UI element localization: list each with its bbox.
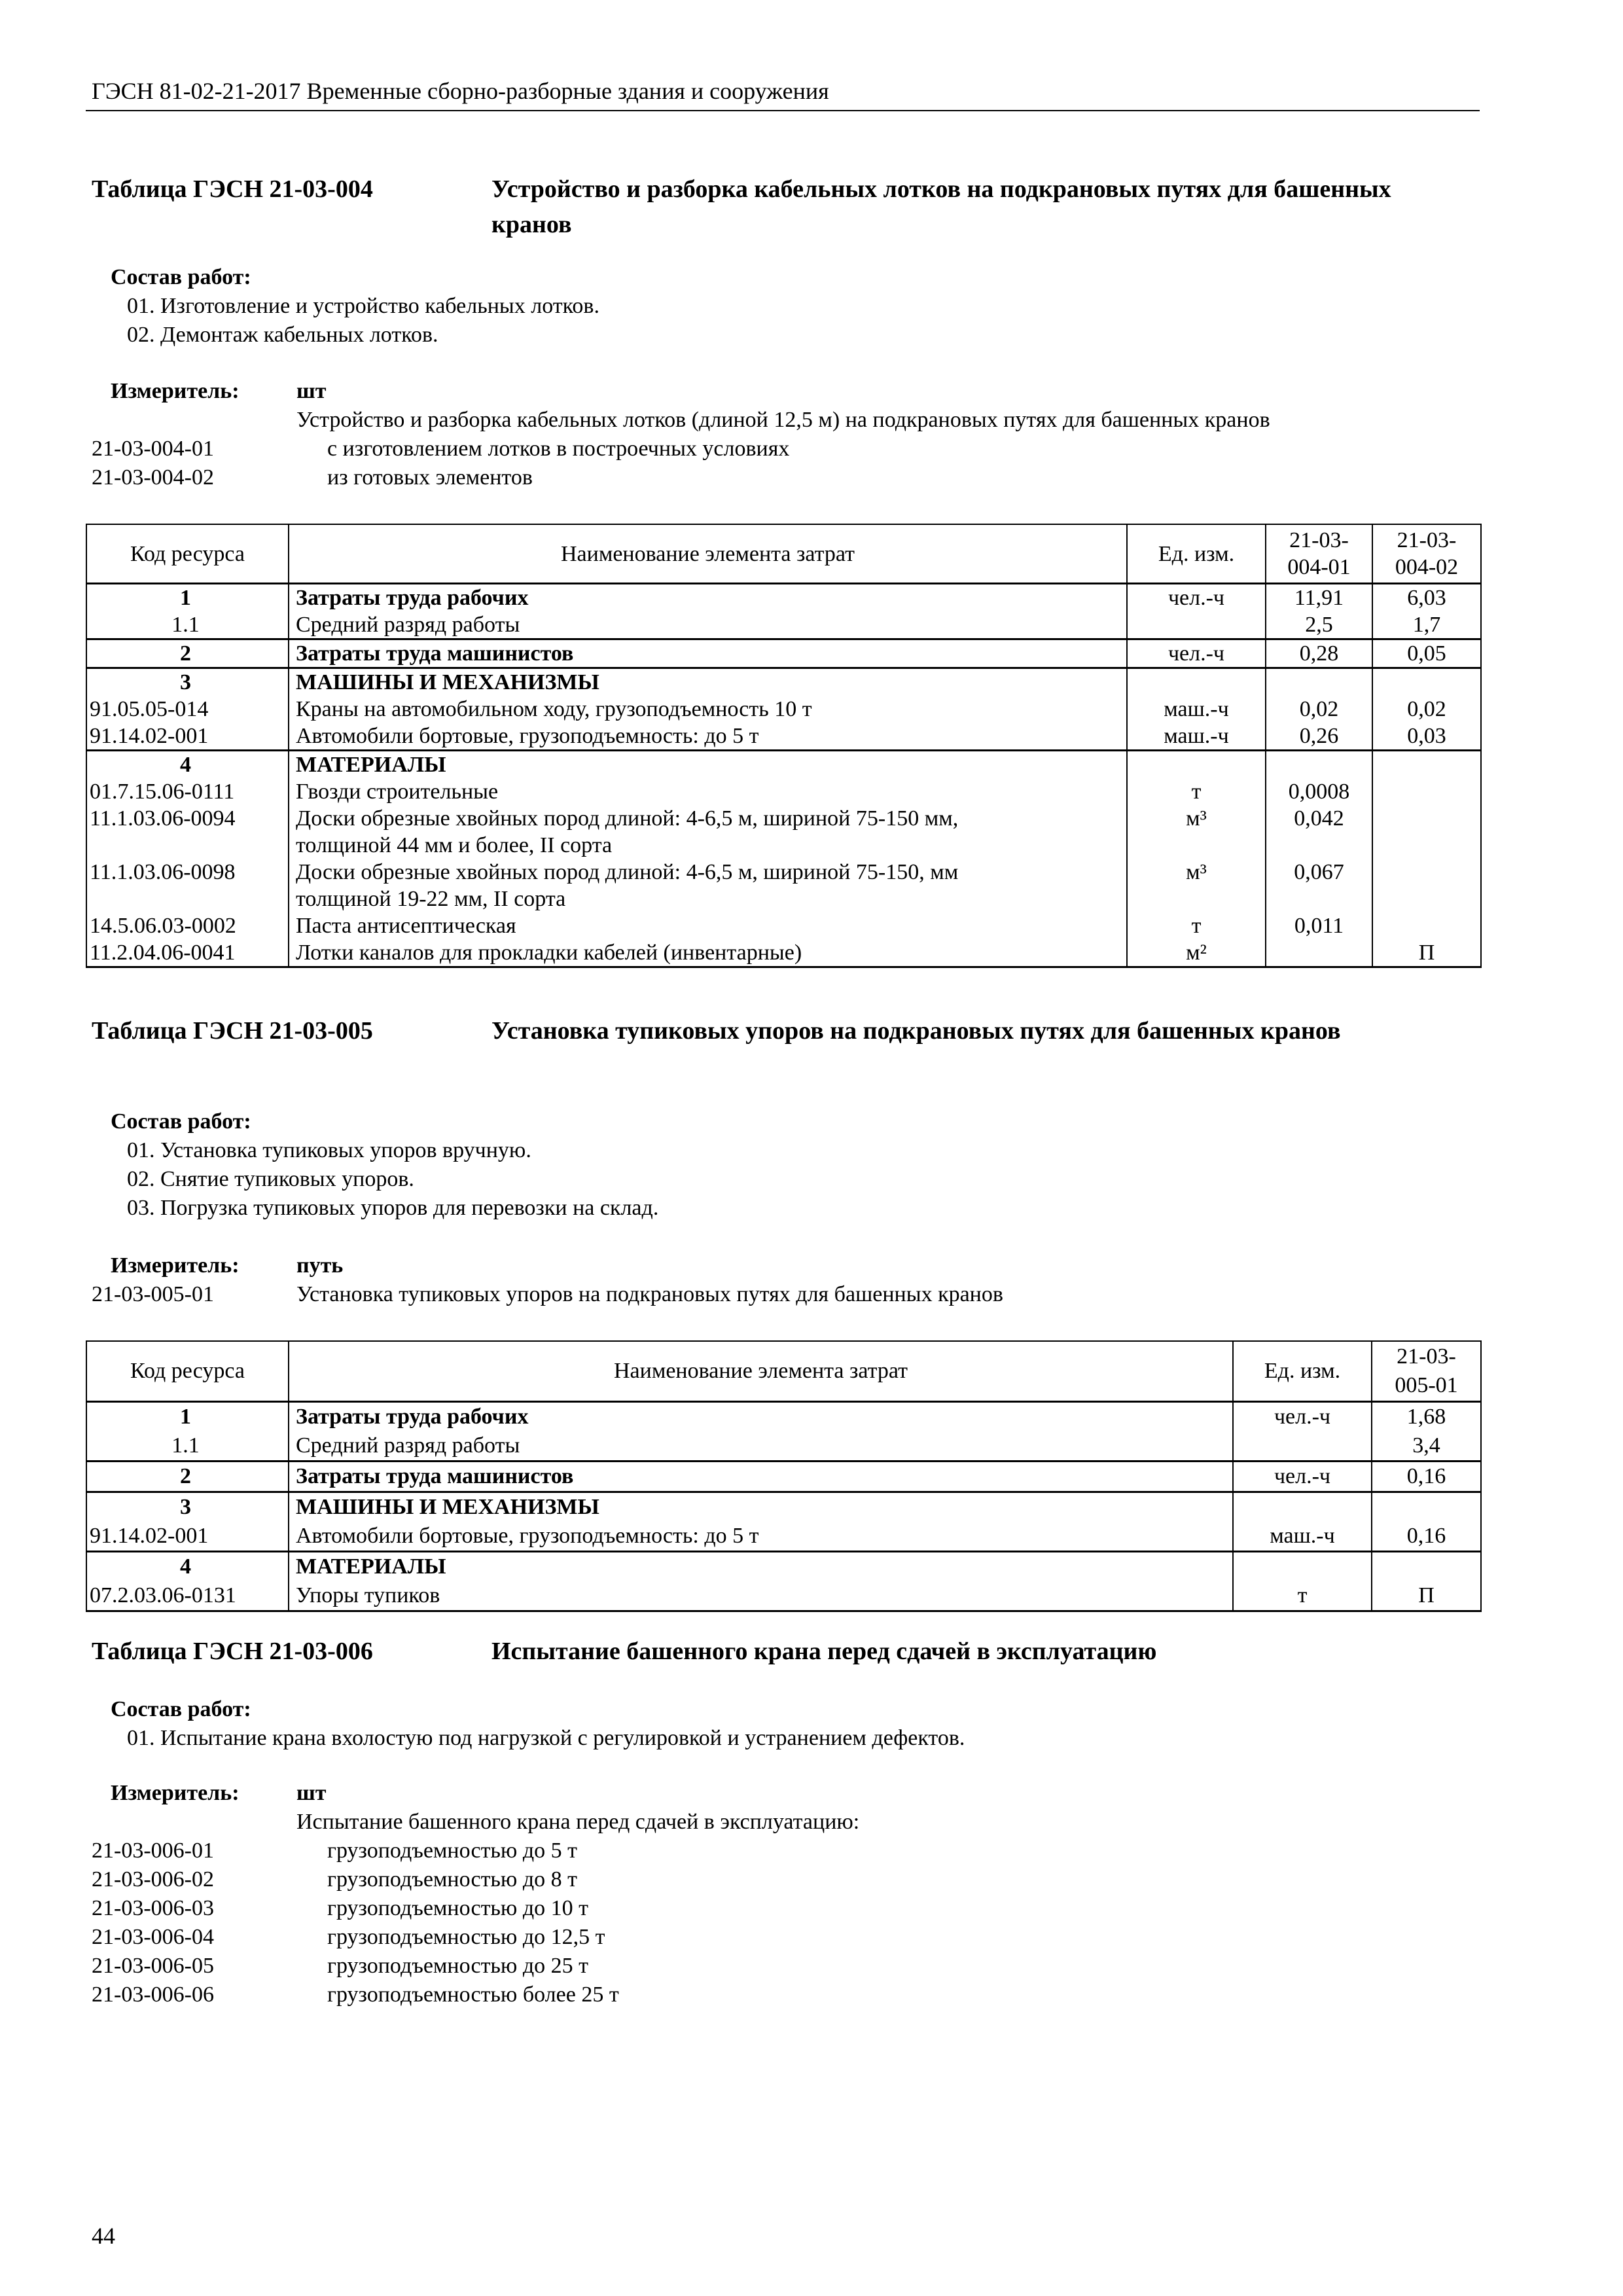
norm-value: 0,16 <box>1372 1462 1481 1492</box>
table-label: Таблица ГЭСН 21-03-004 <box>92 175 373 203</box>
norm-value <box>1266 939 1372 967</box>
resource-unit: чел.-ч <box>1233 1402 1372 1432</box>
table-row <box>86 611 1481 639</box>
norm-line <box>92 1981 1479 2009</box>
resource-unit: м³ <box>1127 859 1266 912</box>
table-row <box>86 1402 1481 1432</box>
norm-value: 0,26 <box>1266 723 1372 751</box>
norm-description: Устройство и разборка кабельных лотков (длиной 12,5 м) на подкрановых путях для башенных кранов <box>296 408 1270 432</box>
norm-value: 0,0008 <box>1266 778 1372 805</box>
resource-name: Средний разряд работы <box>289 1431 1233 1462</box>
norm-value: 0,05 <box>1372 639 1481 668</box>
table-row <box>86 1431 1481 1462</box>
resource-unit <box>1233 1552 1372 1582</box>
resource-code: 11.1.03.06-0094 <box>86 805 289 859</box>
header-divider <box>86 110 1480 111</box>
table-heading: Испытание башенного крана перед сдачей в эксплуатацию <box>491 1638 1157 1665</box>
column-header-norm: 21-03- 004-02 <box>1372 524 1481 584</box>
norm-line <box>92 1923 1479 1952</box>
norm-line <box>92 406 1479 435</box>
table-row <box>86 859 1481 912</box>
table-row <box>86 939 1481 967</box>
norm-value <box>1372 1492 1481 1522</box>
resource-code: 91.14.02-001 <box>86 723 289 751</box>
norm-description: Испытание башенного крана перед сдачей в эксплуатацию: <box>296 1810 860 1834</box>
norm-line <box>92 1894 1479 1923</box>
norm-description: с изготовлением лотков в построечных условиях <box>327 437 790 461</box>
work-item: 02. Демонтаж кабельных лотков. <box>127 323 438 347</box>
column-header-code: Код ресурса <box>86 524 289 584</box>
table-row <box>86 778 1481 805</box>
norm-value <box>1266 751 1372 779</box>
resource-name: Гвозди строительные <box>289 778 1127 805</box>
meter-unit: шт <box>296 379 327 403</box>
resource-unit: т <box>1233 1581 1372 1611</box>
work-item: 01. Испытание крана вхолостую под нагрузкой с регулировкой и устранением дефектов. <box>127 1726 965 1750</box>
norm-line <box>92 1280 1479 1309</box>
table-heading: Устройство и разборка кабельных лотков на подкрановых путях для башенных кранов <box>491 175 1391 238</box>
column-header-unit: Ед. изм. <box>1233 1341 1372 1402</box>
resource-unit: т <box>1127 912 1266 939</box>
work-item: 01. Изготовление и устройство кабельных лотков. <box>127 294 599 318</box>
table-row <box>86 1522 1481 1552</box>
resource-name: Автомобили бортовые, грузоподъемность: до 5 т <box>289 723 1127 751</box>
resource-code: 91.14.02-001 <box>86 1522 289 1552</box>
running-header: ГЭСН 81-02-21-2017 Временные сборно-разборные здания и сооружения <box>92 78 829 104</box>
norm-line <box>92 435 1479 463</box>
table-row <box>86 912 1481 939</box>
norm-value <box>1372 668 1481 696</box>
norm-description: грузоподъемностью более 25 т <box>327 1982 619 2007</box>
work-item: 01. Установка тупиковых упоров вручную. <box>127 1138 531 1162</box>
resource-code: 4 <box>86 1552 289 1582</box>
work-composition <box>111 1107 658 1223</box>
column-header-name: Наименование элемента затрат <box>289 524 1127 584</box>
norm-value <box>1372 778 1481 805</box>
resource-unit <box>1127 611 1266 639</box>
meter-label: Измеритель: <box>111 379 240 403</box>
norm-value: 11,91 <box>1266 584 1372 612</box>
resource-code: 01.7.15.06-0111 <box>86 778 289 805</box>
resource-unit: т <box>1127 778 1266 805</box>
resource-code: 1.1 <box>86 611 289 639</box>
resource-unit: чел.-ч <box>1233 1462 1372 1492</box>
resource-name: Лотки каналов для прокладки кабелей (инвентарные) <box>289 939 1127 967</box>
column-header-norm: 21-03- 004-01 <box>1266 524 1372 584</box>
column-header-name: Наименование элемента затрат <box>289 1341 1233 1402</box>
meter-row <box>92 1251 1479 1280</box>
meter-unit: шт <box>296 1781 327 1805</box>
table-row <box>86 1552 1481 1582</box>
norm-value <box>1372 1552 1481 1582</box>
norm-line <box>92 1865 1479 1894</box>
norm-value <box>1372 751 1481 779</box>
table-label: Таблица ГЭСН 21-03-006 <box>92 1638 373 1665</box>
resource-unit <box>1127 668 1266 696</box>
resource-code: 91.05.05-014 <box>86 696 289 723</box>
norm-value: 0,16 <box>1372 1522 1481 1552</box>
table-row <box>86 1492 1481 1522</box>
norm-code: 21-03-006-03 <box>92 1896 214 1920</box>
norm-value: 0,042 <box>1266 805 1372 859</box>
norm-value <box>1266 668 1372 696</box>
resource-code: 11.1.03.06-0098 <box>86 859 289 912</box>
norm-line <box>92 1837 1479 1865</box>
table-row <box>86 805 1481 859</box>
resource-name: МАШИНЫ И МЕХАНИЗМЫ <box>289 668 1127 696</box>
table-row <box>86 723 1481 751</box>
norm-description: грузоподъемностью до 10 т <box>327 1896 588 1920</box>
resource-name: Упоры тупиков <box>289 1581 1233 1611</box>
norm-line <box>92 463 1479 492</box>
table-row <box>86 584 1481 612</box>
meter-row <box>92 1779 1479 1808</box>
norm-line <box>92 1808 1479 1837</box>
meter-unit: путь <box>296 1253 344 1278</box>
resource-name: МАШИНЫ И МЕХАНИЗМЫ <box>289 1492 1233 1522</box>
resource-name: Затраты труда рабочих <box>289 1402 1233 1432</box>
resource-code: 3 <box>86 1492 289 1522</box>
column-header-unit: Ед. изм. <box>1127 524 1266 584</box>
norm-code: 21-03-006-02 <box>92 1867 214 1892</box>
table-heading: Установка тупиковых упоров на подкрановых путях для башенных кранов <box>491 1017 1341 1045</box>
resource-name: МАТЕРИАЛЫ <box>289 751 1127 779</box>
norm-value: П <box>1372 1581 1481 1611</box>
norm-value: 6,03 <box>1372 584 1481 612</box>
meter-block <box>92 1251 1479 1309</box>
resource-name: МАТЕРИАЛЫ <box>289 1552 1233 1582</box>
norm-code: 21-03-004-01 <box>92 437 214 461</box>
meter-row <box>92 377 1479 406</box>
norm-line <box>92 1952 1479 1981</box>
norm-value: 0,02 <box>1372 696 1481 723</box>
work-item: 02. Снятие тупиковых упоров. <box>127 1167 414 1191</box>
norm-code: 21-03-005-01 <box>92 1282 214 1306</box>
page-number: 44 <box>92 2223 115 2249</box>
resource-unit: м³ <box>1127 805 1266 859</box>
norm-description: грузоподъемностью до 12,5 т <box>327 1925 605 1949</box>
composition-label: Состав работ: <box>111 265 251 289</box>
composition-label: Состав работ: <box>111 1697 251 1721</box>
norm-description: из готовых элементов <box>327 465 533 490</box>
table-row <box>86 1462 1481 1492</box>
norm-value: 1,7 <box>1372 611 1481 639</box>
norm-code: 21-03-006-01 <box>92 1839 214 1863</box>
resource-unit <box>1127 751 1266 779</box>
norm-code: 21-03-006-04 <box>92 1925 214 1949</box>
norm-description: грузоподъемностью до 25 т <box>327 1954 588 1978</box>
header-row <box>86 1341 1481 1402</box>
norm-value: 3,4 <box>1372 1431 1481 1462</box>
resource-table-21-03-004 <box>86 524 1482 968</box>
norm-code: 21-03-006-05 <box>92 1954 214 1978</box>
table-row <box>86 696 1481 723</box>
work-composition <box>111 263 599 350</box>
resource-code: 1 <box>86 584 289 612</box>
norm-code: 21-03-006-06 <box>92 1982 214 2007</box>
resource-name: Паста антисептическая <box>289 912 1127 939</box>
resource-name: Краны на автомобильном ходу, грузоподъемность 10 т <box>289 696 1127 723</box>
column-header-code: Код ресурса <box>86 1341 289 1402</box>
norm-value: П <box>1372 939 1481 967</box>
meter-label: Измеритель: <box>111 1253 240 1278</box>
norm-value <box>1372 805 1481 859</box>
resource-table-21-03-005 <box>86 1340 1482 1612</box>
norm-value: 0,011 <box>1266 912 1372 939</box>
meter-label: Измеритель: <box>111 1781 240 1805</box>
resource-unit: чел.-ч <box>1127 639 1266 668</box>
resource-code: 2 <box>86 639 289 668</box>
resource-unit <box>1233 1492 1372 1522</box>
table-row <box>86 668 1481 696</box>
resource-name: Затраты труда рабочих <box>289 584 1127 612</box>
norm-value: 0,03 <box>1372 723 1481 751</box>
column-header-norm: 21-03- 005-01 <box>1372 1341 1481 1402</box>
resource-code: 3 <box>86 668 289 696</box>
resource-code: 4 <box>86 751 289 779</box>
norm-description: грузоподъемностью до 5 т <box>327 1839 577 1863</box>
table-row <box>86 1581 1481 1611</box>
resource-name: Автомобили бортовые, грузоподъемность: до 5 т <box>289 1522 1233 1552</box>
work-item: 03. Погрузка тупиковых упоров для перевозки на склад. <box>127 1196 659 1220</box>
resource-code: 1 <box>86 1402 289 1432</box>
header-row <box>86 524 1481 584</box>
resource-code: 14.5.06.03-0002 <box>86 912 289 939</box>
norm-value: 0,067 <box>1266 859 1372 912</box>
work-composition <box>111 1695 965 1753</box>
resource-code: 07.2.03.06-0131 <box>86 1581 289 1611</box>
resource-name: Доски обрезные хвойных пород длиной: 4-6,5 м, шириной 75-150 мм, толщиной 44 мм и более, II сорта <box>289 805 1127 859</box>
resource-code: 11.2.04.06-0041 <box>86 939 289 967</box>
resource-code: 1.1 <box>86 1431 289 1462</box>
resource-unit: чел.-ч <box>1127 584 1266 612</box>
resource-name: Затраты труда машинистов <box>289 639 1127 668</box>
norm-value: 2,5 <box>1266 611 1372 639</box>
norm-value <box>1372 859 1481 912</box>
norm-value: 0,28 <box>1266 639 1372 668</box>
resource-unit: маш.-ч <box>1127 696 1266 723</box>
table-label: Таблица ГЭСН 21-03-005 <box>92 1017 373 1045</box>
table-row <box>86 751 1481 779</box>
resource-code: 2 <box>86 1462 289 1492</box>
resource-unit: м² <box>1127 939 1266 967</box>
composition-label: Состав работ: <box>111 1109 251 1134</box>
table-row <box>86 639 1481 668</box>
resource-name: Средний разряд работы <box>289 611 1127 639</box>
norm-code: 21-03-004-02 <box>92 465 214 490</box>
resource-unit: маш.-ч <box>1233 1522 1372 1552</box>
norm-value <box>1372 912 1481 939</box>
resource-unit <box>1233 1431 1372 1462</box>
norm-value: 1,68 <box>1372 1402 1481 1432</box>
norm-value: 0,02 <box>1266 696 1372 723</box>
meter-block <box>92 377 1479 492</box>
resource-unit: маш.-ч <box>1127 723 1266 751</box>
norm-description: грузоподъемностью до 8 т <box>327 1867 577 1892</box>
norm-description: Установка тупиковых упоров на подкрановых путях для башенных кранов <box>296 1282 1003 1306</box>
resource-name: Затраты труда машинистов <box>289 1462 1233 1492</box>
resource-name: Доски обрезные хвойных пород длиной: 4-6,5 м, шириной 75-150, мм толщиной 19-22 мм, II сорта <box>289 859 1127 912</box>
meter-block <box>92 1779 1479 2009</box>
